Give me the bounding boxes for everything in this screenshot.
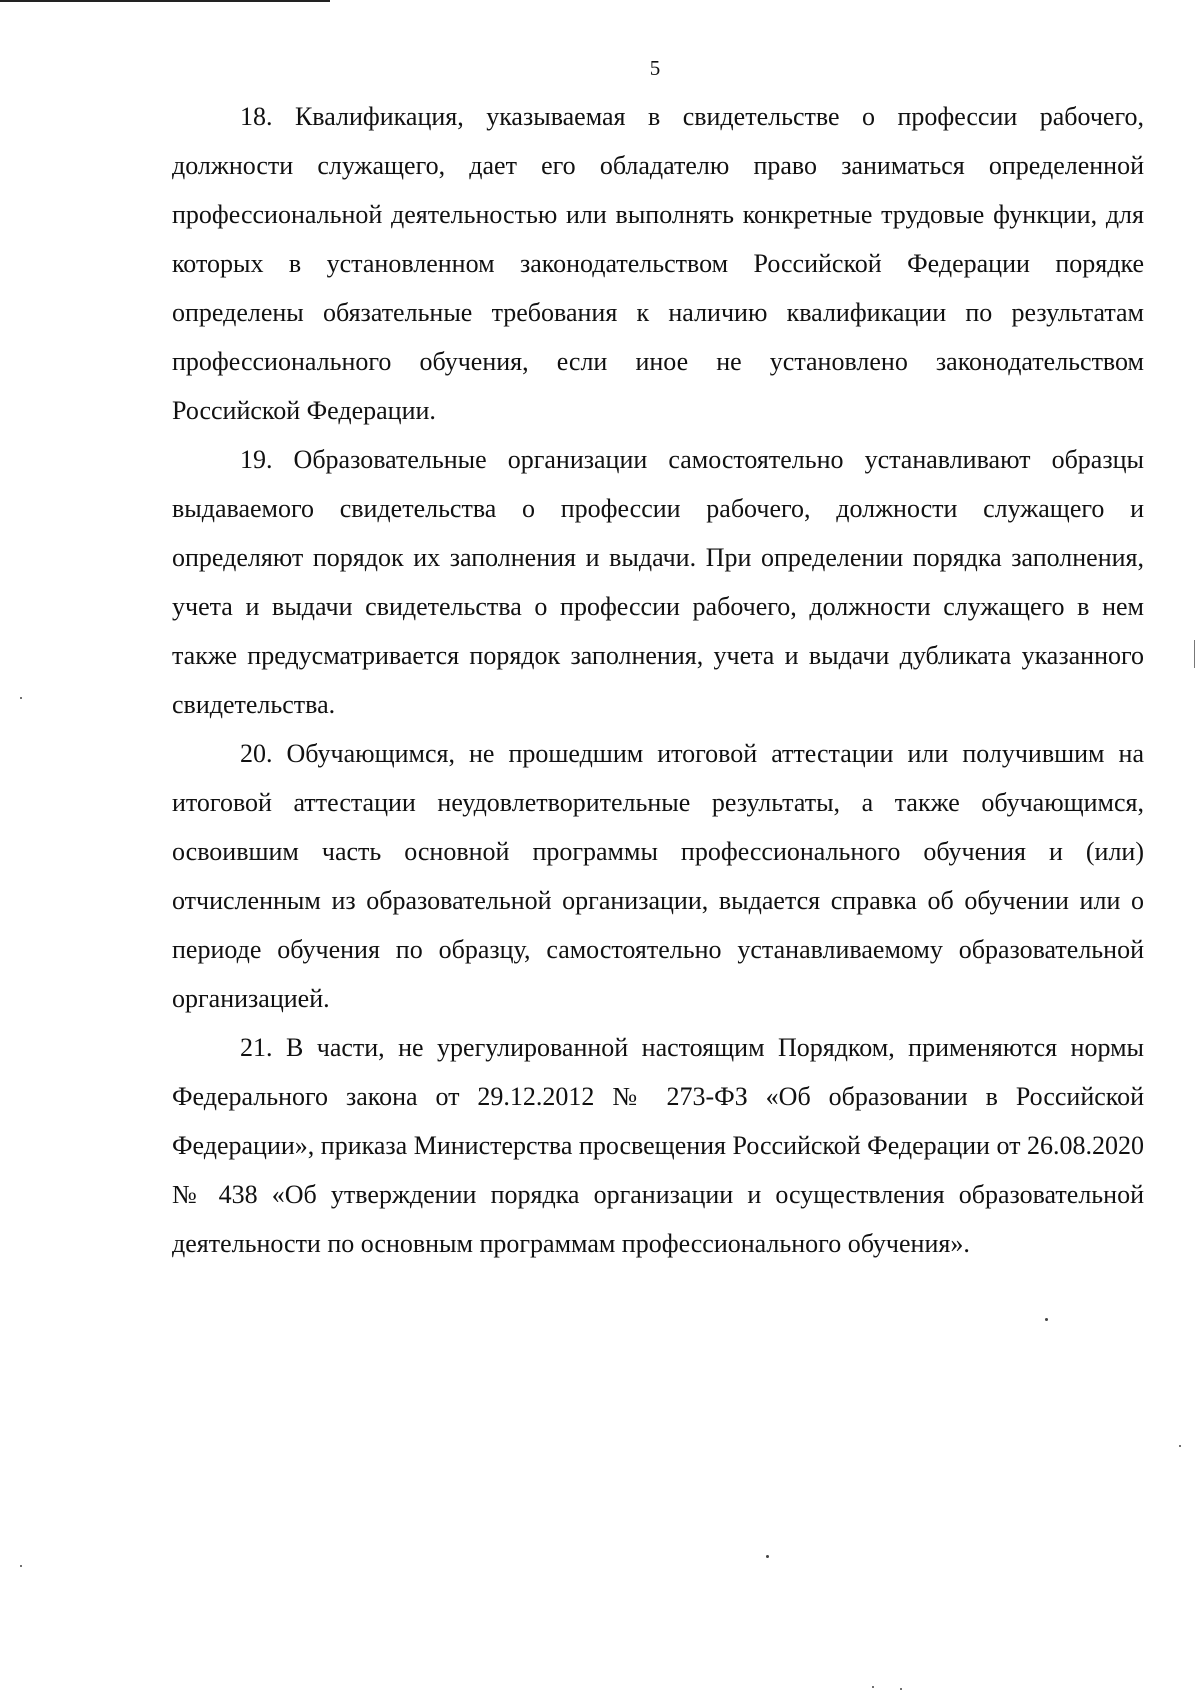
top-border-line — [0, 0, 330, 2]
scan-edge-mark — [1194, 640, 1195, 668]
scan-speck — [1179, 1445, 1181, 1447]
scan-speck — [20, 1565, 22, 1567]
page-number: 5 — [649, 56, 661, 80]
paragraph-21: 21. В части, не урегулированной настоящим Порядком, применяются нормы Федерального закона от 29.12.2012 № 273-ФЗ «Об образовании в Российской Федерации», приказа Министерства просвещения Российской Федерации от 26.08.2020 № 438 «Об утверждении порядка организации и осуществления образовательной деятельности по основным программам профессионального обучения». — [172, 1033, 1144, 1258]
scan-speck — [872, 1686, 874, 1688]
scan-speck — [766, 1555, 769, 1558]
paragraph-18: 18. Квалификация, указываемая в свидетельстве о профессии рабочего, должности служащего, дает его обладателю право заниматься определенной профессиональной деятельностью или выполнять конкретные трудовые функции, для которых в установленном законодательством Российской Федерации порядке определены обязательные требования к наличию квалификации по результатам профессионального обучения, если иное не установлено законодательством Российской Федерации. — [172, 102, 1144, 425]
paragraph-20: 20. Обучающимся, не прошедшим итоговой аттестации или получившим на итоговой аттестации неудовлетворительные результаты, а также обучающимся, освоившим часть основной программы профессионального обучения и (или) отчисленным из образовательной организации, выдается справка об обучении или о периоде обучения по образцу, самостоятельно устанавливаемому образовательной организацией. — [172, 739, 1144, 1013]
paragraph-19: 19. Образовательные организации самостоятельно устанавливают образцы выдаваемого свидетельства о профессии рабочего, должности служащего и определяют порядок их заполнения и выдачи. При определении порядка заполнения, учета и выдачи свидетельства о профессии рабочего, должности служащего в нем также предусматривается порядок заполнения, учета и выдачи дубликата указанного свидетельства. — [172, 445, 1144, 719]
scan-speck — [20, 697, 22, 699]
document-body — [172, 92, 1144, 1268]
scan-speck — [900, 1688, 902, 1690]
scan-speck — [1045, 1318, 1048, 1321]
